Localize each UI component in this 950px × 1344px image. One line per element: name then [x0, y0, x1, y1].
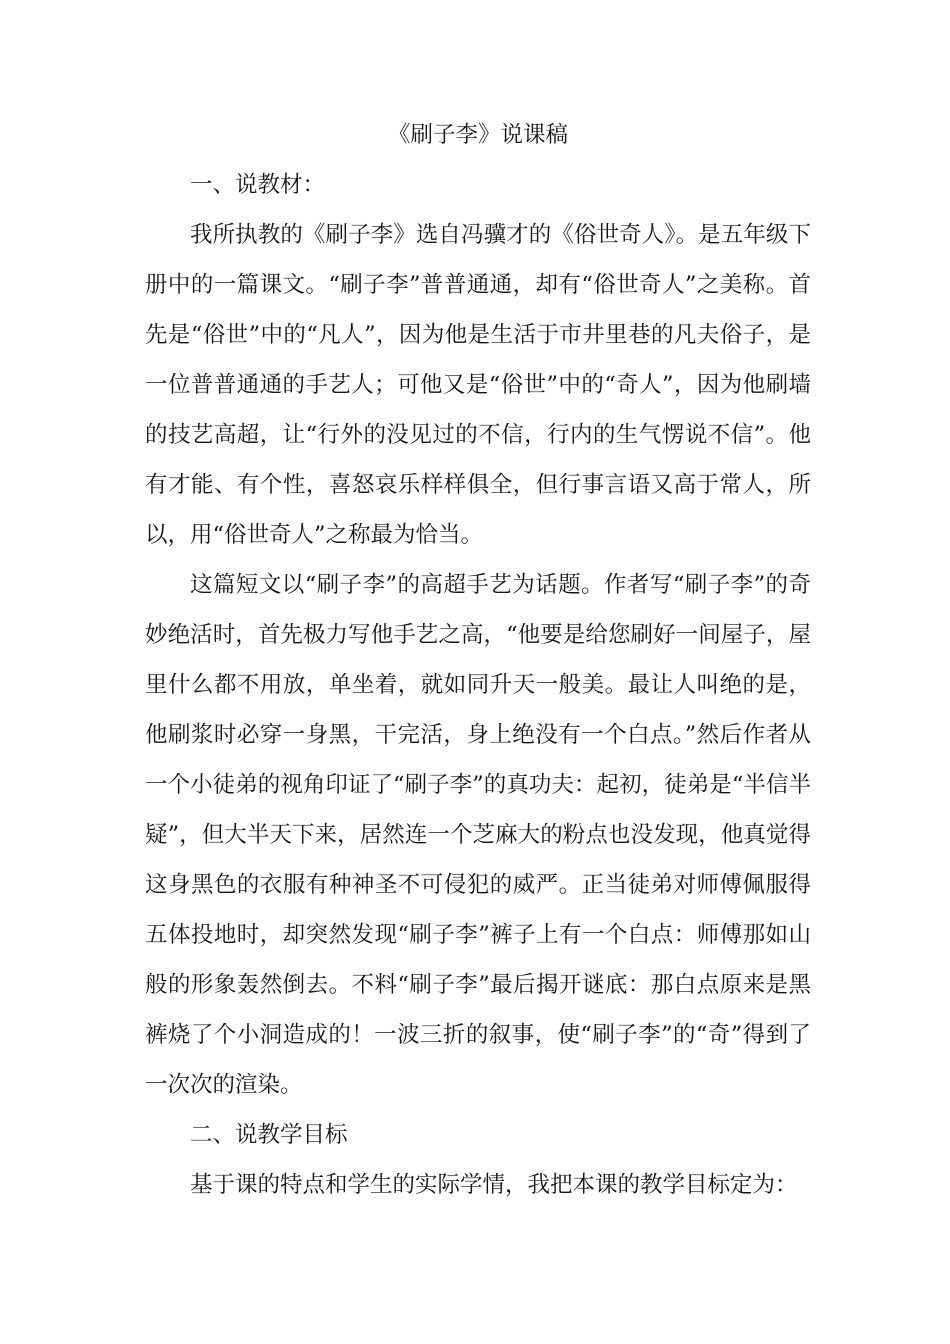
paragraph-textbook-intro: 我所执教的《刷子李》选自冯骥才的《俗世奇人》。是五年级下册中的一篇课文。“刷子李”普普通通，却有“俗世奇人”之美称。首先是“俗世”中的“凡人”，因为他是生活于市井里巷的凡夫俗子，是一位普普通通的手艺人；可他又是“俗世”中的“奇人”，因为他刷墙的技艺高超，让“行外的没见过的不信，行内的生气愣说不信”。他有才能、有个性，喜怒哀乐样样俱全，但行事言语又高于常人，所以，用“俗世奇人”之称最为恰当。	[145, 222, 811, 548]
section-heading-objectives: 二、说教学目标	[190, 1122, 348, 1148]
paragraph-objectives-intro: 基于课的特点和学生的实际学情，我把本课的教学目标定为：	[190, 1172, 798, 1198]
document-body	[145, 110, 811, 1210]
section-heading-textbook: 一、说教材：	[190, 172, 326, 198]
document-title: 《刷子李》说课稿	[387, 122, 568, 148]
paragraph-textbook-analysis: 这篇短文以“刷子李”的高超手艺为话题。作者写“刷子李”的奇妙绝活时，首先极力写他手艺之高，“他要是给您刷好一间屋子，屋里什么都不用放，单坐着，就如同升天一般美。最让人叫绝的是，他刷浆时必穿一身黑，干完活，身上绝没有一个白点。”然后作者从一个小徒弟的视角印证了“刷子李”的真功夫：起初，徒弟是“半信半疑”，但大半天下来，居然连一个芝麻大的粉点也没发现，他真觉得这身黑色的衣服有种神圣不可侵犯的威严。正当徒弟对师傅佩服得五体投地时，却突然发现“刷子李”裤子上有一个白点：师傅那如山般的形象轰然倒去。不料“刷子李”最后揭开谜底：那白点原来是黑裤烧了个小洞造成的！一波三折的叙事，使“刷子李”的“奇”得到了一次次的渲染。	[145, 572, 811, 1098]
